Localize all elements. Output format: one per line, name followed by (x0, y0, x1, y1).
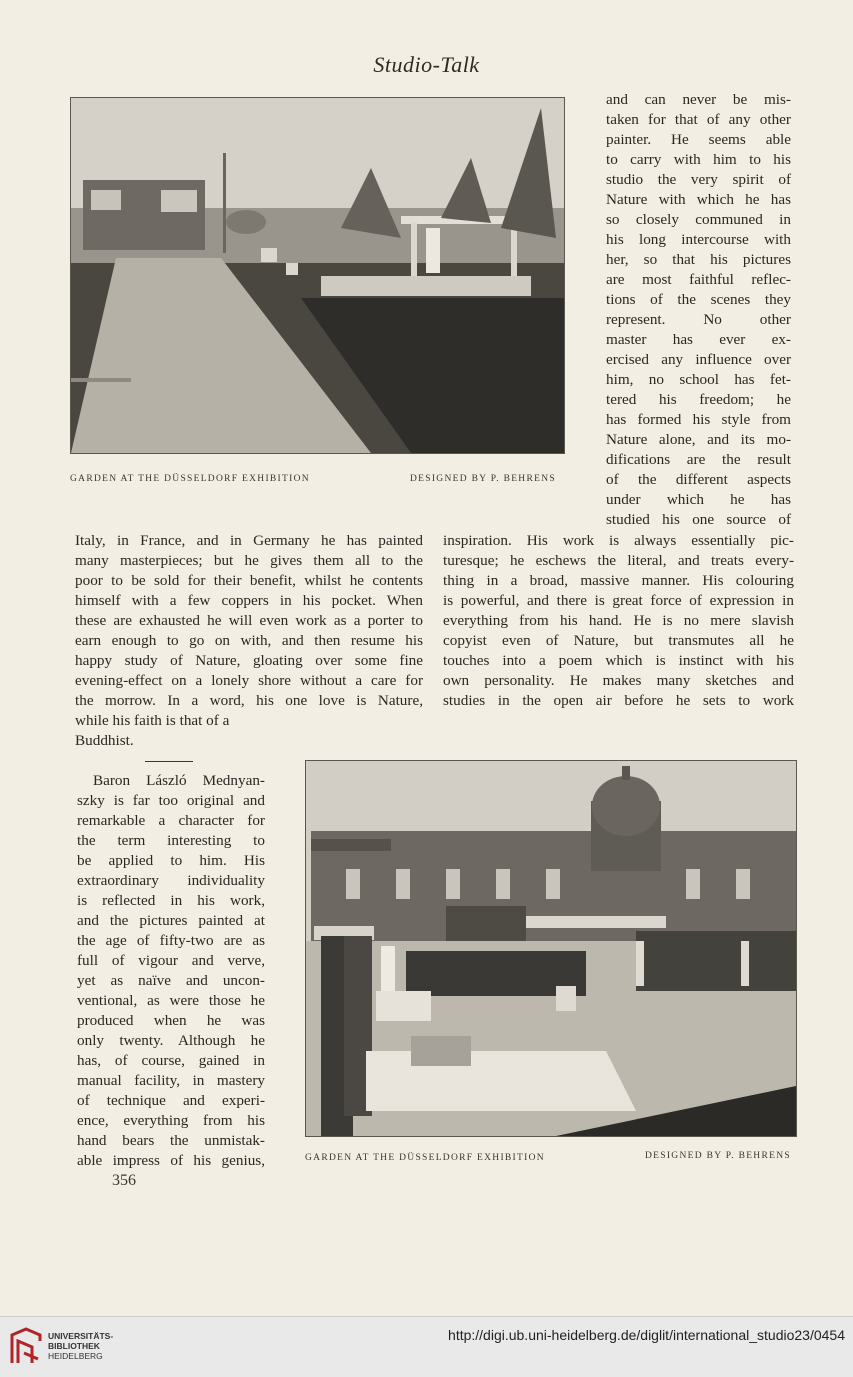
text-line: evening-effect on a lonely shore without a care for (75, 672, 423, 689)
text-line: thing in a broad, massive manner. His colouring (443, 572, 794, 589)
text-line: tions of the scenes they (606, 291, 791, 308)
text-line: happy study of Nature, gloating over some fine (75, 652, 423, 669)
text-line: represent. No other (606, 311, 791, 328)
garden-photo-1 (70, 97, 565, 454)
text-line: is powerful, and there is great force of expression in (443, 592, 794, 609)
text-line: has formed his style from (606, 411, 791, 428)
text-line: of technique and experi- (77, 1092, 265, 1109)
text-line: hand bears the unmistak- (77, 1132, 265, 1149)
text-line: him, no school has fet- (606, 371, 791, 388)
text-line: the term interesting to (77, 832, 265, 849)
text-line: under which he has (606, 491, 791, 508)
text-line: of the different aspects (606, 471, 791, 488)
text-line: everything from his hand. He is no mere slavish (443, 612, 794, 629)
text-line: copyist even of Nature, but transmutes all he (443, 632, 794, 649)
text-line: Nature alone, and its mo- (606, 431, 791, 448)
garden-photo-2-illustration (306, 761, 796, 1136)
digitization-footer (0, 1316, 853, 1377)
right-paragraph (443, 531, 794, 711)
library-name (48, 1331, 113, 1361)
section-divider (145, 761, 193, 762)
text-line: manual facility, in mastery (77, 1072, 265, 1089)
text-line: himself with a few coppers in his pocket. When (75, 592, 423, 609)
text-line: Buddhist. (75, 732, 134, 749)
university-library-logo-icon (8, 1327, 44, 1367)
text-line: taken for that of any other (606, 111, 791, 128)
text-line: master has ever ex- (606, 331, 791, 348)
text-line: full of vigour and verve, (77, 952, 265, 969)
text-line: Italy, in France, and in Germany he has painted (75, 532, 423, 549)
text-line: turesque; he eschews the literal, and treats every- (443, 552, 794, 569)
library-name-line: HEIDELBERG (48, 1351, 103, 1361)
text-line: has, of course, gained in (77, 1052, 265, 1069)
text-line: his long intercourse with (606, 231, 791, 248)
text-line: be applied to him. His (77, 852, 265, 869)
garden-photo-2 (305, 760, 797, 1137)
figure-2-caption-left: GARDEN AT THE DÜSSELDORF EXHIBITION (305, 1153, 545, 1163)
text-line: difications are the result (606, 451, 791, 468)
text-line: able impress of his genius, (77, 1152, 265, 1169)
text-line: poor to be sold for their benefit, whilst he contents (75, 572, 423, 589)
page-number: 356 (112, 1172, 136, 1189)
text-line: ence, everything from his (77, 1112, 265, 1129)
text-line: only twenty. Although he (77, 1032, 265, 1049)
text-line: own personality. He makes many sketches and (443, 672, 794, 689)
text-line: studied his one source of (606, 511, 791, 528)
text-line: tered his freedom; he (606, 391, 791, 408)
text-line: yet as naïve and uncon- (77, 972, 265, 989)
text-line: and can never be mis- (606, 91, 791, 108)
text-line: the age of fifty-two are as (77, 932, 265, 949)
baron-paragraph (77, 771, 265, 1171)
text-line: and the pictures painted at (77, 912, 265, 929)
text-line: produced when he was (77, 1012, 265, 1029)
text-line: so closely communed in (606, 211, 791, 228)
text-line: Baron László Mednyan- (93, 772, 265, 789)
text-line: ventional, as were those he (77, 992, 265, 1009)
text-line: to carry with him to his (606, 151, 791, 168)
text-line: studies in the open air before he sets to work (443, 692, 794, 709)
text-line: painter. He seems able (606, 131, 791, 148)
running-title: Studio-Talk (373, 52, 480, 77)
garden-photo-1-illustration (71, 98, 564, 453)
text-line: is reflected in his work, (77, 892, 265, 909)
figure-2-caption-right: DESIGNED BY P. BEHRENS (645, 1151, 791, 1161)
text-line: inspiration. His work is always essentially pic- (443, 532, 794, 549)
left-paragraph (75, 531, 423, 751)
text-line: Nature with which he has (606, 191, 791, 208)
text-line: while his faith is that of a (75, 712, 230, 729)
figure-1-caption-left: GARDEN AT THE DÜSSELDORF EXHIBITION (70, 474, 310, 484)
source-url-link[interactable]: http://digi.ub.uni-heidelberg.de/diglit/international_studio23/0454 (448, 1327, 845, 1343)
library-name-line: UNIVERSITÄTS- (48, 1331, 114, 1341)
library-name-line: BIBLIOTHEK (48, 1341, 100, 1351)
text-line: are most faithful reflec- (606, 271, 791, 288)
text-line: many masterpieces; but he gives them all to the (75, 552, 423, 569)
text-line: studio the very spirit of (606, 171, 791, 188)
right-column-text (606, 90, 791, 530)
text-line: the morrow. In a word, his one love is Nature, (75, 692, 423, 709)
text-line: ercised any influence over (606, 351, 791, 368)
text-line: extraordinary individuality (77, 872, 265, 889)
text-line: her, so that his pictures (606, 251, 791, 268)
text-line: szky is far too original and (77, 792, 265, 809)
text-line: earn enough to go on with, and then resume his (75, 632, 423, 649)
text-line: touches into a poem which is instinct with his (443, 652, 794, 669)
text-line: these are exhausted he will even work as a porter to (75, 612, 423, 629)
figure-1-caption-right: DESIGNED BY P. BEHRENS (410, 474, 556, 484)
text-line: remarkable a character for (77, 812, 265, 829)
